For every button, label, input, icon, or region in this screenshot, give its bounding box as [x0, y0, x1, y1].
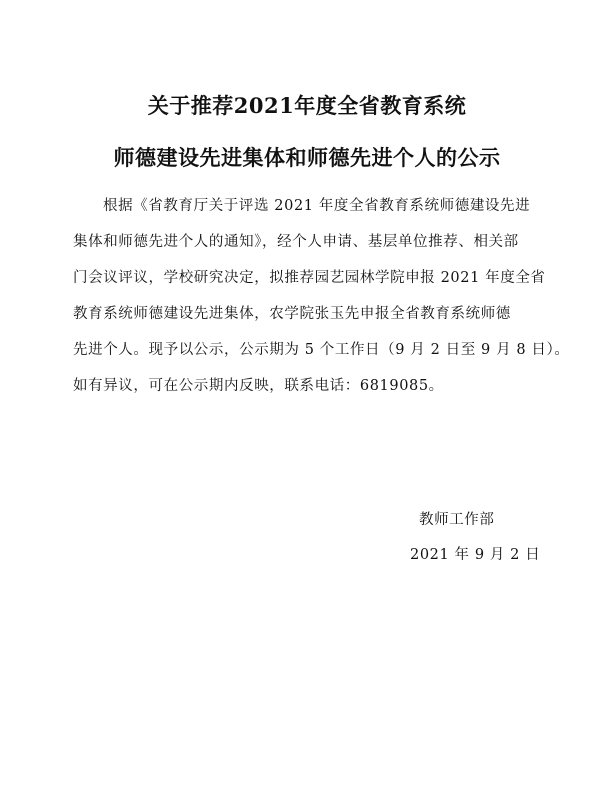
signature-department: 教师工作部 [419, 512, 495, 528]
document-title-line-1: 关于推荐2021年度全省教育系统 [147, 93, 467, 118]
body-line-3: 门会议评议，学校研究决定，拟推荐园艺园林学院申报 2021 年度全省 [73, 270, 546, 286]
announcement-body [73, 188, 570, 404]
body-line-1: 根据《省教育厅关于评选 2021 年度全省教育系统师德建设先进 [103, 198, 531, 214]
body-line-5: 先进个人。现予以公示，公示期为 5 个工作日（9 月 2 日至 9 月 8 日）。 [73, 342, 570, 358]
body-line-6: 如有异议，可在公示期内反映，联系电话：6819085。 [73, 378, 444, 394]
document-title-line-2: 师德建设先进集体和师德先进个人的公示 [113, 145, 501, 170]
body-line-2: 集体和师德先进个人的通知》，经个人申请、基层单位推荐、相关部 [73, 234, 519, 250]
body-line-4: 教育系统师德建设先进集体，农学院张玉先申报全省教育系统师德 [73, 306, 511, 322]
signature-date: 2021 年 9 月 2 日 [410, 547, 541, 563]
